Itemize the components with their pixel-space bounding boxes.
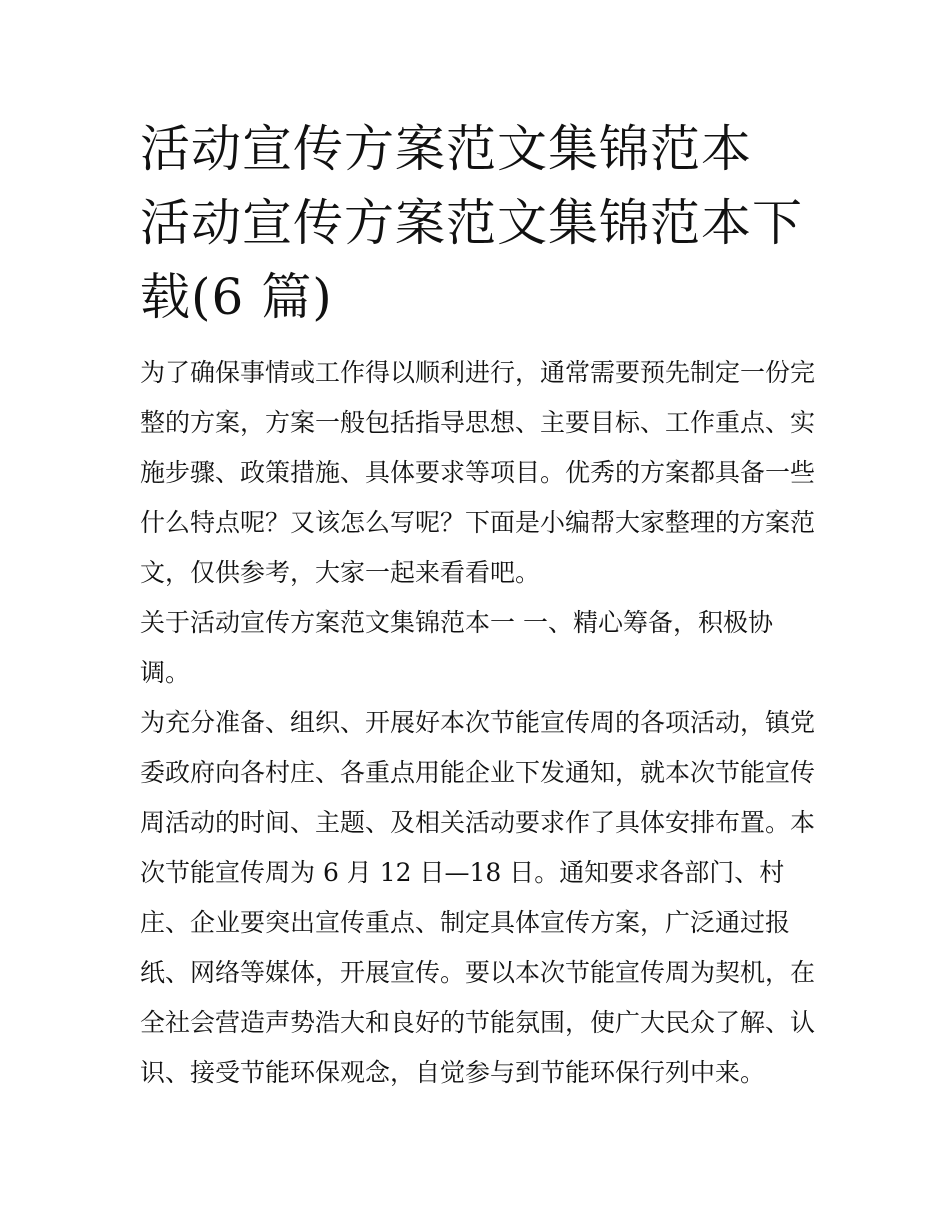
document-title: 活动宣传方案范文集锦范本 活动宣传方案范文集锦范本下载(6 篇) <box>140 120 803 326</box>
body-paragraph: 为充分准备、组织、开展好本次节能宣传周的各项活动，镇党委政府向各村庄、各重点用能企业下发通知，就本次节能宣传周活动的时间、主题、及相关活动要求作了具体安排布置。本次节能宣传周为 6 月 12 日—18 日。通知要求各部门、村庄、企业要突出宣传重点、制定具体宣传方案，广泛通过报纸、网络等媒体，开展宣传。要以本次节能宣传周为契机，在全社会营造声势浩大和良好的节能氛围，使广大民众了解、认识、接受节能环保观念，自觉参与到节能环保行列中来。 <box>140 708 816 1087</box>
document-body <box>140 112 815 1098</box>
section-heading-paragraph: 关于活动宣传方案范文集锦范本一 一、精心筹备，积极协调。 <box>140 608 773 687</box>
intro-paragraph: 为了确保事情或工作得以顺利进行，通常需要预先制定一份完整的方案，方案一般包括指导思想、主要目标、工作重点、实施步骤、政策措施、具体要求等项目。优秀的方案都具备一些什么特点呢？又该怎么写呢？下面是小编帮大家整理的方案范文，仅供参考，大家一起来看看吧。 <box>140 358 816 587</box>
